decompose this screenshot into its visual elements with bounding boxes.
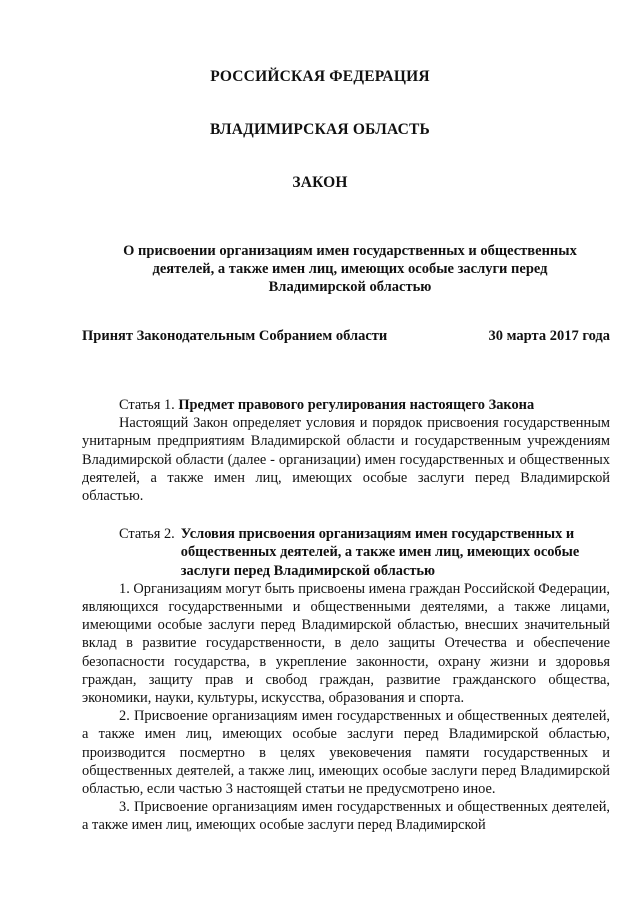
- article-2-label: Статья 2.: [119, 526, 175, 543]
- article-2-heading: [82, 525, 610, 580]
- article-1-title: Предмет правового регулирования настоящего Закона: [178, 397, 535, 413]
- article-2-paragraph-3: 3. Присвоение организациям имен государственных и общественных деятелей, а также имен лиц, имеющих особые заслуги перед Владимирской: [82, 799, 610, 834]
- article-2-title: Условия присвоения организациям имен государственных и общественных деятелей, а также имен лиц, имеющих особые заслуги перед Владимирской областью: [180, 526, 580, 579]
- law-body: [82, 396, 610, 835]
- article-1-label: Статья 1.: [119, 397, 175, 413]
- doc-type-heading: ЗАКОН: [292, 174, 348, 191]
- country-heading: РОССИЙСКАЯ ФЕДЕРАЦИЯ: [210, 68, 430, 85]
- article-1-heading: [82, 396, 610, 414]
- article-2-paragraph-2: 2. Присвоение организациям имен государственных и общественных деятелей, а также имен лиц, имеющих особые заслуги перед Владимирской областью, производится посмертно в целях увековечения памяти государственных и общественных деятелей, а также лиц, имеющих особые заслуги перед Владимирской областью, если частью 3 настоящей статьи не предусмотрено иное.: [82, 708, 610, 798]
- law-title: О присвоении организациям имен государственных и общественных деятелей, а также имен лиц, имеющих особые заслуги перед Владимирской областью: [123, 243, 577, 295]
- adoption-date: 30 марта 2017 года: [488, 328, 610, 344]
- adopted-by: Принят Законодательным Собранием области: [82, 328, 388, 344]
- article-1-text: Настоящий Закон определяет условия и порядок присвоения государственным унитарным предприятиям Владимирской области и государственным учреждениям Владимирской области (далее - организации) имен государственных и общественных деятелей, а также имен лиц, имеющих особые заслуги перед Владимирской областью.: [82, 415, 610, 505]
- region-heading: ВЛАДИМИРСКАЯ ОБЛАСТЬ: [210, 121, 430, 138]
- article-2-paragraph-1: 1. Организациям могут быть присвоены имена граждан Российской Федерации, являющихся государственными и общественными деятелями, а также лицами, имеющими особые заслуги перед Владимирской областью, внесших значительный вклад в развитие государственности, в дело защиты Отечества и обеспечение безопасности государства, в укрепление законности, охрану жизни и здоровья граждан, защиту прав и свобод граждан, развитие гражданского общества, экономики, науки, культуры, искусства, образования и спорта.: [82, 580, 610, 707]
